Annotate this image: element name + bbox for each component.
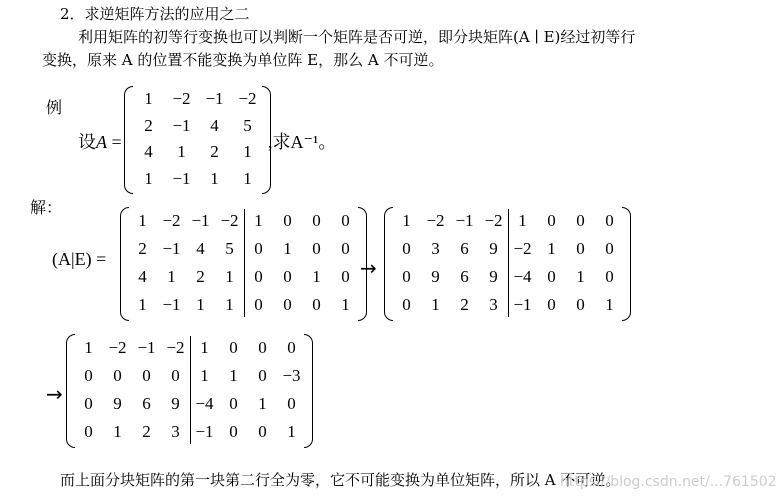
matrix-entry: 0 xyxy=(312,295,321,314)
matrix-entry: 0 xyxy=(142,366,151,385)
matrix-entry: −2 xyxy=(166,338,185,357)
matrix-entry: 0 xyxy=(547,211,556,230)
example-tail: ,求A⁻¹。 xyxy=(268,132,337,152)
matrix-entry: 2 xyxy=(196,267,205,286)
matrix-entry: 1 xyxy=(225,295,234,314)
matrix-entry: −1 xyxy=(513,295,532,314)
matrix-entry: 0 xyxy=(287,338,296,357)
matrix-entry: 0 xyxy=(402,267,411,286)
matrix-entry: 0 xyxy=(341,239,350,258)
augment-divider xyxy=(190,336,191,444)
matrix-entry: 9 xyxy=(171,394,180,413)
conclusion-text: 而上面分块矩阵的第一块第二行全为零，它不可能变换为单位矩阵，所以 A 不可逆。 xyxy=(60,471,621,489)
matrix-entry: 1 xyxy=(431,295,440,314)
matrix-entry: −1 xyxy=(195,422,214,441)
matrix-entry: 1 xyxy=(287,422,296,441)
matrix-entry: 0 xyxy=(258,422,267,441)
matrix-entry: 0 xyxy=(84,422,93,441)
augmented-matrix-2 xyxy=(384,207,632,323)
matrix-entry: 4 xyxy=(196,239,205,258)
matrix-entry: −1 xyxy=(455,211,474,230)
matrix-entry: 0 xyxy=(229,338,238,357)
matrix-entry: 1 xyxy=(177,142,186,162)
matrix-entry: −1 xyxy=(191,211,210,230)
matrix-entry: 0 xyxy=(258,338,267,357)
matrix-entry: 5 xyxy=(225,239,234,258)
matrix-entry: −1 xyxy=(162,295,181,314)
matrix-entry: 1 xyxy=(138,211,147,230)
matrix-entry: 0 xyxy=(312,211,321,230)
matrix-entry: 0 xyxy=(84,366,93,385)
matrix-entry: 9 xyxy=(431,267,440,286)
matrix-entry: 4 xyxy=(210,115,219,135)
matrix-entry: 4 xyxy=(138,267,147,286)
matrix-entry: −2 xyxy=(220,211,239,230)
section-heading: 2．求逆矩阵方法的应用之二 xyxy=(60,5,250,23)
matrix-entry: 9 xyxy=(489,239,498,258)
matrix-entry: −1 xyxy=(205,89,224,109)
matrix-entry: 0 xyxy=(547,267,556,286)
matrix-entry: 1 xyxy=(605,295,614,314)
matrix-entry: 0 xyxy=(312,239,321,258)
matrix-entry: 0 xyxy=(605,267,614,286)
matrix-entry: 0 xyxy=(229,422,238,441)
matrix-entry: 2 xyxy=(210,142,219,162)
matrix-entry: 9 xyxy=(113,394,122,413)
matrix-entry: 1 xyxy=(200,338,209,357)
matrix-entry: 0 xyxy=(254,267,263,286)
matrix-entry: 0 xyxy=(576,239,585,258)
matrix-entry: −2 xyxy=(426,211,445,230)
paragraph-line-2: 变换，原来 A 的位置不能变换为单位阵 E，那么 A 不可逆。 xyxy=(42,51,444,69)
matrix-entry: 0 xyxy=(576,295,585,314)
matrix-entry: 6 xyxy=(460,239,469,258)
matrix-entry: 0 xyxy=(171,366,180,385)
matrix-entry: 1 xyxy=(258,394,267,413)
matrix-entry: 2 xyxy=(142,422,151,441)
arrow-2: → xyxy=(46,382,63,406)
augmented-matrix-3 xyxy=(66,334,314,450)
matrix-entry: 1 xyxy=(225,267,234,286)
matrix-entry: 6 xyxy=(460,267,469,286)
matrix-entry: 0 xyxy=(113,366,122,385)
matrix-entry: 1 xyxy=(402,211,411,230)
matrix-entry: 0 xyxy=(547,295,556,314)
matrix-entry: −1 xyxy=(172,168,191,188)
matrix-entry: 2 xyxy=(144,115,153,135)
matrix-entry: −1 xyxy=(137,338,156,357)
matrix-entry: 3 xyxy=(171,422,180,441)
matrix-entry: 0 xyxy=(402,239,411,258)
matrix-entry: 1 xyxy=(547,239,556,258)
example-lhs xyxy=(78,128,122,154)
augment-divider xyxy=(244,209,245,317)
matrix-entry: 0 xyxy=(341,267,350,286)
example-prefix: 设 xyxy=(78,132,96,152)
matrix-cells xyxy=(132,86,264,192)
matrix-entry: −1 xyxy=(172,115,191,135)
matrix-entry: 6 xyxy=(142,394,151,413)
matrix-entry: 1 xyxy=(138,295,147,314)
matrix-entry: 9 xyxy=(489,267,498,286)
matrix-entry: 0 xyxy=(283,295,292,314)
matrix-entry: 1 xyxy=(229,366,238,385)
paragraph-line-1: 利用矩阵的初等行变换也可以判断一个矩阵是否可逆，即分块矩阵(A ∣ E)经过初等行 xyxy=(78,28,636,46)
matrix-entry: −1 xyxy=(162,239,181,258)
augmented-lhs: (A|E) = xyxy=(52,249,107,269)
example-eq: = xyxy=(107,132,122,152)
matrix-entry: −2 xyxy=(484,211,503,230)
matrix-entry: −2 xyxy=(108,338,127,357)
matrix-entry: 2 xyxy=(460,295,469,314)
matrix-entry: 1 xyxy=(144,168,153,188)
matrix-entry: 1 xyxy=(196,295,205,314)
matrix-entry: 0 xyxy=(283,267,292,286)
matrix-entry: −2 xyxy=(162,211,181,230)
matrix-entry: −2 xyxy=(238,89,257,109)
matrix-entry: −3 xyxy=(282,366,301,385)
matrix-entry: 0 xyxy=(287,394,296,413)
matrix-entry: 4 xyxy=(144,142,153,162)
matrix-entry: −4 xyxy=(195,394,214,413)
matrix-entry: 2 xyxy=(138,239,147,258)
matrix-entry: 0 xyxy=(283,211,292,230)
augmented-matrix-1 xyxy=(120,207,368,323)
augment-divider xyxy=(508,209,509,317)
matrix-entry: 0 xyxy=(258,366,267,385)
matrix-entry: 1 xyxy=(210,168,219,188)
matrix-entry: 1 xyxy=(576,267,585,286)
matrix-entry: 0 xyxy=(341,211,350,230)
matrix-entry: 1 xyxy=(341,295,350,314)
matrix-entry: 0 xyxy=(576,211,585,230)
matrix-entry: −2 xyxy=(172,89,191,109)
matrix-entry: 1 xyxy=(254,211,263,230)
matrix-entry: 1 xyxy=(312,267,321,286)
matrix-entry: −2 xyxy=(513,239,532,258)
arrow-1: → xyxy=(360,256,377,280)
matrix-entry: 0 xyxy=(84,394,93,413)
matrix-entry: 0 xyxy=(605,239,614,258)
matrix-entry: 0 xyxy=(254,239,263,258)
matrix-entry: 0 xyxy=(254,295,263,314)
matrix-entry: 1 xyxy=(200,366,209,385)
matrix-entry: −4 xyxy=(513,267,532,286)
example-label: 例 xyxy=(46,98,63,117)
matrix-entry: 1 xyxy=(243,142,252,162)
matrix-entry: 1 xyxy=(84,338,93,357)
matrix-entry: 1 xyxy=(283,239,292,258)
matrix-entry: 5 xyxy=(243,115,252,135)
example-var: A xyxy=(96,132,107,152)
matrix-entry: 1 xyxy=(243,168,252,188)
matrix-entry: 1 xyxy=(113,422,122,441)
matrix-entry: 1 xyxy=(167,267,176,286)
matrix-entry: 1 xyxy=(144,89,153,109)
matrix-entry: 0 xyxy=(229,394,238,413)
solution-label: 解： xyxy=(30,198,63,217)
matrix-entry: 3 xyxy=(489,295,498,314)
matrix-entry: 0 xyxy=(605,211,614,230)
matrix-entry: 1 xyxy=(518,211,527,230)
matrix-entry: 0 xyxy=(402,295,411,314)
watermark: https://blog.csdn.net/...761502 xyxy=(560,474,777,490)
matrix-entry: 3 xyxy=(431,239,440,258)
matrix-A xyxy=(124,86,272,196)
